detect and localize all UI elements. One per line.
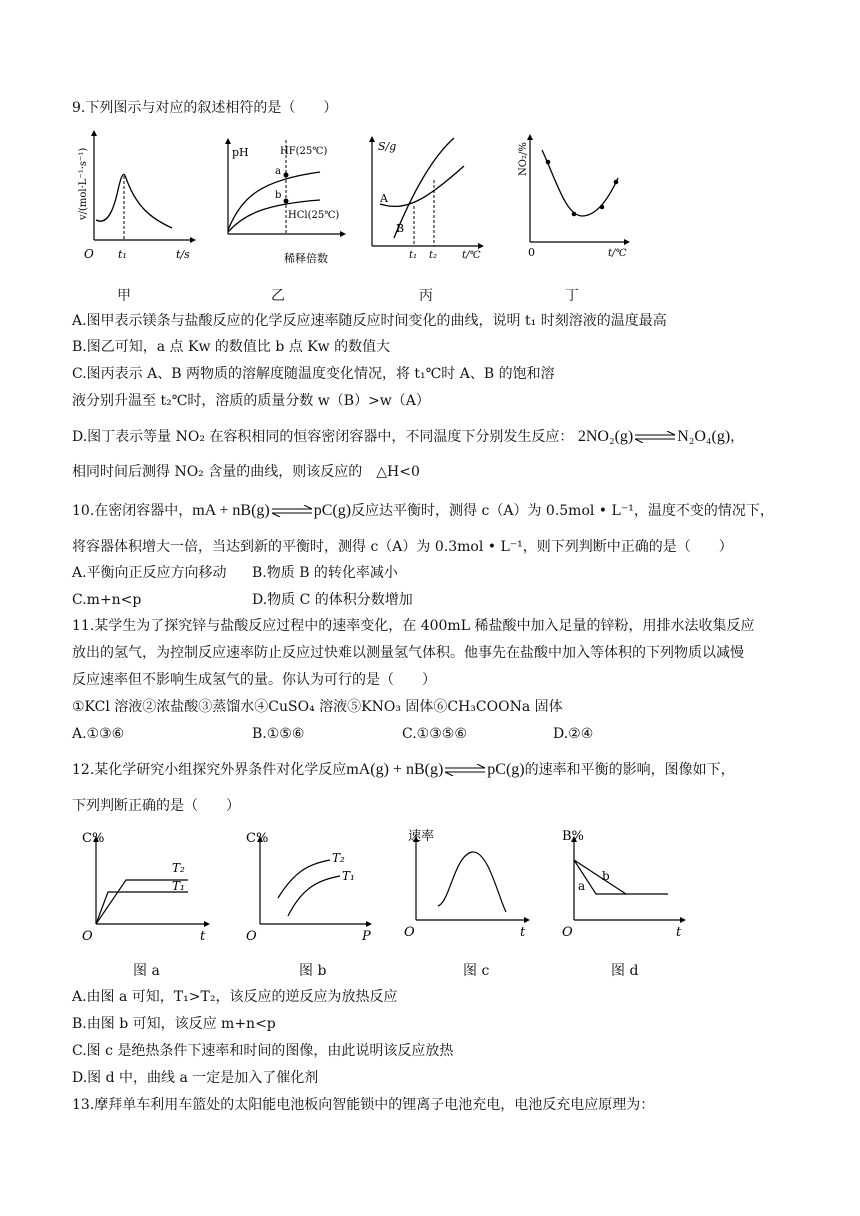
q12-option-a: A.由图 a 可知，T₁>T₂，该反应的逆反应为放热反应 bbox=[72, 989, 398, 1005]
equilibrium-arrow-icon bbox=[270, 505, 314, 517]
a-curve-t2: T₂ bbox=[172, 861, 185, 875]
yi-pt-b: b bbox=[275, 190, 282, 201]
q12-stem-line2: 下列判断正确的是（ ） bbox=[72, 798, 240, 814]
yi-ylabel: pH bbox=[232, 146, 249, 159]
q12-stem-b: 的速率和平衡的影响，图像如下， bbox=[524, 762, 735, 778]
q9-option-d-line1 bbox=[72, 427, 744, 447]
figure-d bbox=[560, 826, 696, 940]
q9-equation-right: N₂O₄(g) bbox=[677, 428, 731, 445]
q10-option-b: B.物质 B 的转化率减小 bbox=[252, 565, 398, 581]
a-origin: O bbox=[82, 929, 93, 944]
bing-ylabel: S/g bbox=[378, 140, 397, 153]
bing-tick2: t₂ bbox=[429, 250, 438, 261]
q12-equation-left: mA(g) + nB(g) bbox=[346, 761, 444, 778]
figure-yi bbox=[222, 136, 352, 268]
yi-curve-top: HF(25℃) bbox=[280, 146, 328, 157]
caption-yi: 乙 bbox=[271, 288, 285, 304]
q9-equation-left: 2NO₂(g) bbox=[577, 428, 634, 445]
c-ylabel: 速率 bbox=[408, 829, 435, 844]
b-ylabel: C% bbox=[246, 831, 269, 846]
yi-pt-a: a bbox=[275, 166, 281, 177]
q9-option-d-line2: 相同时间后测得 NO₂ 含量的曲线，则该反应的 △H<0 bbox=[72, 464, 420, 480]
d-ylabel: B% bbox=[562, 829, 584, 844]
q10-equation-right: pC(g) bbox=[313, 502, 352, 519]
ding-origin: 0 bbox=[528, 246, 535, 259]
bing-tick1: t₁ bbox=[409, 250, 418, 261]
figure-c bbox=[402, 826, 538, 940]
equilibrium-arrow-icon bbox=[443, 764, 487, 776]
q10-option-c: C.m+n<p bbox=[72, 592, 142, 608]
equilibrium-arrow-icon bbox=[633, 431, 677, 443]
caption-fig-c: 图 c bbox=[463, 963, 490, 979]
bing-curve-b: B bbox=[396, 222, 405, 235]
figure-bing bbox=[366, 134, 490, 264]
jia-origin: O bbox=[84, 247, 94, 261]
caption-fig-b: 图 b bbox=[299, 963, 327, 979]
caption-fig-a: 图 a bbox=[133, 963, 160, 979]
caption-bing: 丙 bbox=[419, 288, 433, 304]
jia-ylabel: v/(mol·L⁻¹·s⁻¹) bbox=[78, 147, 89, 220]
q11-line1: 11.某学生为了探究锌与盐酸反应过程中的速率变化，在 400mL 稀盐酸中加入足量的锌粉，用排水法收集反应 bbox=[72, 618, 755, 634]
d-curve-b: b bbox=[602, 869, 610, 883]
q9-option-d-text: D.图丁表示等量 NO₂ 在容积相同的恒容密闭容器中，不同温度下分别发生反应： bbox=[72, 429, 574, 445]
q9-option-c-line1: C.图丙表示 A、B 两物质的溶解度随温度变化情况，将 t₁℃时 A、B 的饱和溶 bbox=[72, 366, 555, 382]
q11-option-b: B.①⑤⑥ bbox=[252, 726, 305, 742]
ding-ylabel: NO₂/% bbox=[518, 142, 529, 176]
c-xlabel: t bbox=[520, 925, 526, 940]
q10-stem-a: 10.在密闭容器中， bbox=[72, 503, 193, 519]
q10-equation-left: mA + nB(g) bbox=[192, 502, 270, 519]
q9-option-a: A.图甲表示镁条与盐酸反应的化学反应速率随反应时间变化的曲线，说明 t₁ 时刻溶液的温度最高 bbox=[72, 313, 667, 329]
q10-stem-b: 反应达平衡时，测得 c（A）为 0.5mol • L⁻¹，温度不变的情况下， bbox=[351, 503, 774, 519]
q10-option-d: D.物质 C 的体积分数增加 bbox=[252, 592, 413, 608]
bing-xlabel: t/℃ bbox=[462, 250, 481, 261]
q12-option-c: C.图 c 是绝热条件下速率和时间的图像，由此说明该反应放热 bbox=[72, 1043, 454, 1059]
jia-tick: t₁ bbox=[118, 248, 127, 261]
c-origin: O bbox=[404, 925, 415, 940]
figure-a bbox=[78, 828, 218, 944]
q10-option-a: A.平衡向正反应方向移动 bbox=[72, 565, 227, 581]
yi-curve-bottom: HCl(25℃) bbox=[288, 210, 340, 221]
b-curve-t2: T₂ bbox=[332, 851, 345, 865]
q11-line3: 反应速率但不影响生成氢气的量。你认为可行的是（ ） bbox=[72, 672, 436, 688]
q9-option-b: B.图乙可知，a 点 Kw 的数值比 b 点 Kw 的数值大 bbox=[72, 339, 391, 355]
q9-stem: 9.下列图示与对应的叙述相符的是（ ） bbox=[72, 100, 338, 116]
q11-option-c: C.①③⑤⑥ bbox=[402, 726, 467, 742]
q12-equation-right: pC(g) bbox=[487, 761, 525, 778]
q9-option-c-line2: 液分别升温至 t₂℃时，溶质的质量分数 w（B）>w（A） bbox=[72, 393, 430, 409]
d-curve-a: a bbox=[578, 879, 586, 893]
q12-stem-line1 bbox=[72, 760, 735, 780]
q13-stem: 13.摩拜单车利用车篮处的太阳能电池板向智能锁中的锂离子电池充电，电池反充电应原理为： bbox=[72, 1097, 655, 1113]
q9-option-d-end: ， bbox=[730, 429, 745, 445]
q10-stem-line2: 将容器体积增大一倍，当达到新的平衡时，测得 c（A）为 0.3mol • L⁻¹，则下列判断中正确的是（ ） bbox=[72, 539, 733, 555]
a-xlabel: t bbox=[200, 929, 206, 944]
jia-xlabel: t/s bbox=[176, 248, 190, 261]
figure-b bbox=[242, 828, 382, 944]
q11-option-d: D.②④ bbox=[553, 726, 594, 742]
b-xlabel: P bbox=[362, 929, 371, 944]
q11-option-a: A.①③⑥ bbox=[72, 726, 125, 742]
q12-stem-a: 12.某化学研究小组探究外界条件对化学反应 bbox=[72, 762, 347, 778]
a-ylabel: C% bbox=[82, 831, 105, 846]
ding-xlabel: t/℃ bbox=[608, 248, 627, 259]
q10-stem-line1 bbox=[72, 501, 774, 521]
figure-ding bbox=[516, 130, 636, 264]
b-origin: O bbox=[246, 929, 257, 944]
bing-curve-a: A bbox=[380, 192, 388, 205]
q11-line2: 放出的氢气，为控制反应速率防止反应过快难以测量氢气体积。他事先在盐酸中加入等体积的下列物质以减慢 bbox=[72, 645, 744, 661]
q12-option-b: B.由图 b 可知，该反应 m+n<p bbox=[72, 1016, 276, 1032]
q12-option-d: D.图 d 中，曲线 a 一定是加入了催化剂 bbox=[72, 1070, 319, 1086]
b-curve-t1: T₁ bbox=[342, 869, 355, 883]
caption-ding: 丁 bbox=[565, 288, 579, 304]
figure-jia bbox=[78, 128, 198, 268]
a-curve-t1: T₁ bbox=[172, 879, 185, 893]
q11-line4: ①KCl 溶液②浓盐酸③蒸馏水④CuSO₄ 溶液⑤KNO₃ 固体⑥CH₃COONa 固体 bbox=[72, 699, 563, 715]
d-xlabel: t bbox=[676, 925, 682, 940]
d-origin: O bbox=[562, 925, 573, 940]
yi-xlabel: 稀释倍数 bbox=[284, 252, 328, 265]
caption-jia: 甲 bbox=[117, 288, 131, 304]
caption-fig-d: 图 d bbox=[611, 963, 639, 979]
